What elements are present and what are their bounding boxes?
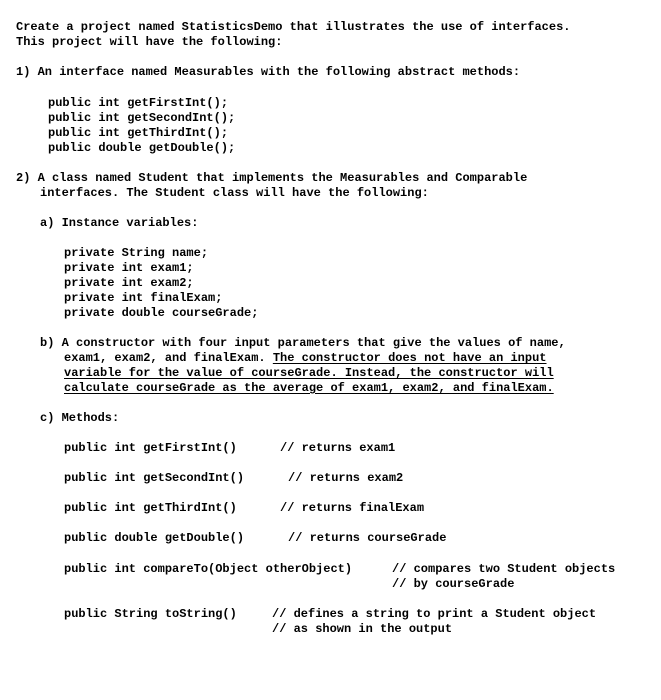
method-comment: // returns exam1 bbox=[280, 441, 396, 455]
method-comment: // defines a string to print a Student object bbox=[272, 607, 597, 621]
method-comment: // compares two Student objects bbox=[392, 562, 616, 576]
part-b-line-4: calculate courseGrade as the average of exam1, exam2, and finalExam. bbox=[64, 381, 554, 395]
part-b-line-2 bbox=[64, 351, 547, 366]
interface-method: public int getThirdInt(); bbox=[48, 126, 229, 140]
intro-line-1: Create a project named StatisticsDemo that illustrates the use of interfaces. bbox=[16, 20, 571, 34]
part-b-line-2-underlined: The constructor does not have an input bbox=[272, 351, 547, 365]
method-comment: // returns finalExam bbox=[280, 501, 425, 515]
section-1-heading: 1) An interface named Measurables with the following abstract methods: bbox=[16, 65, 521, 79]
part-a-label: a) Instance variables: bbox=[40, 216, 199, 230]
instance-variable: private int exam1; bbox=[64, 261, 194, 275]
method-signature: public int getFirstInt() bbox=[64, 441, 237, 455]
method-signature: public int getSecondInt() bbox=[64, 471, 245, 485]
interface-method: public int getFirstInt(); bbox=[48, 96, 229, 110]
part-b-line-1: b) A constructor with four input parameters that give the values of name, bbox=[40, 336, 566, 350]
method-signature: public int compareTo(Object otherObject) bbox=[64, 562, 353, 576]
method-comment: // returns exam2 bbox=[288, 471, 404, 485]
part-c-label: c) Methods: bbox=[40, 411, 120, 425]
instance-variable: private String name; bbox=[64, 246, 209, 260]
method-signature: public int getThirdInt() bbox=[64, 501, 237, 515]
instance-variable: private int exam2; bbox=[64, 276, 194, 290]
method-comment: // returns courseGrade bbox=[288, 531, 447, 545]
part-b-line-3: variable for the value of courseGrade. Instead, the constructor will bbox=[64, 366, 554, 380]
intro-line-2: This project will have the following: bbox=[16, 35, 283, 49]
part-b-line-2-plain: exam1, exam2, and finalExam. bbox=[64, 351, 273, 365]
method-signature: public String toString() bbox=[64, 607, 237, 621]
section-2-heading-line-2: interfaces. The Student class will have the following: bbox=[40, 186, 429, 200]
method-comment-continued: // as shown in the output bbox=[272, 622, 453, 636]
method-comment-continued: // by courseGrade bbox=[392, 577, 515, 591]
interface-method: public int getSecondInt(); bbox=[48, 111, 236, 125]
instance-variable: private double courseGrade; bbox=[64, 306, 259, 320]
instance-variable: private int finalExam; bbox=[64, 291, 223, 305]
method-signature: public double getDouble() bbox=[64, 531, 245, 545]
section-2-heading-line-1: 2) A class named Student that implements the Measurables and Comparable bbox=[16, 171, 528, 185]
interface-method: public double getDouble(); bbox=[48, 141, 236, 155]
